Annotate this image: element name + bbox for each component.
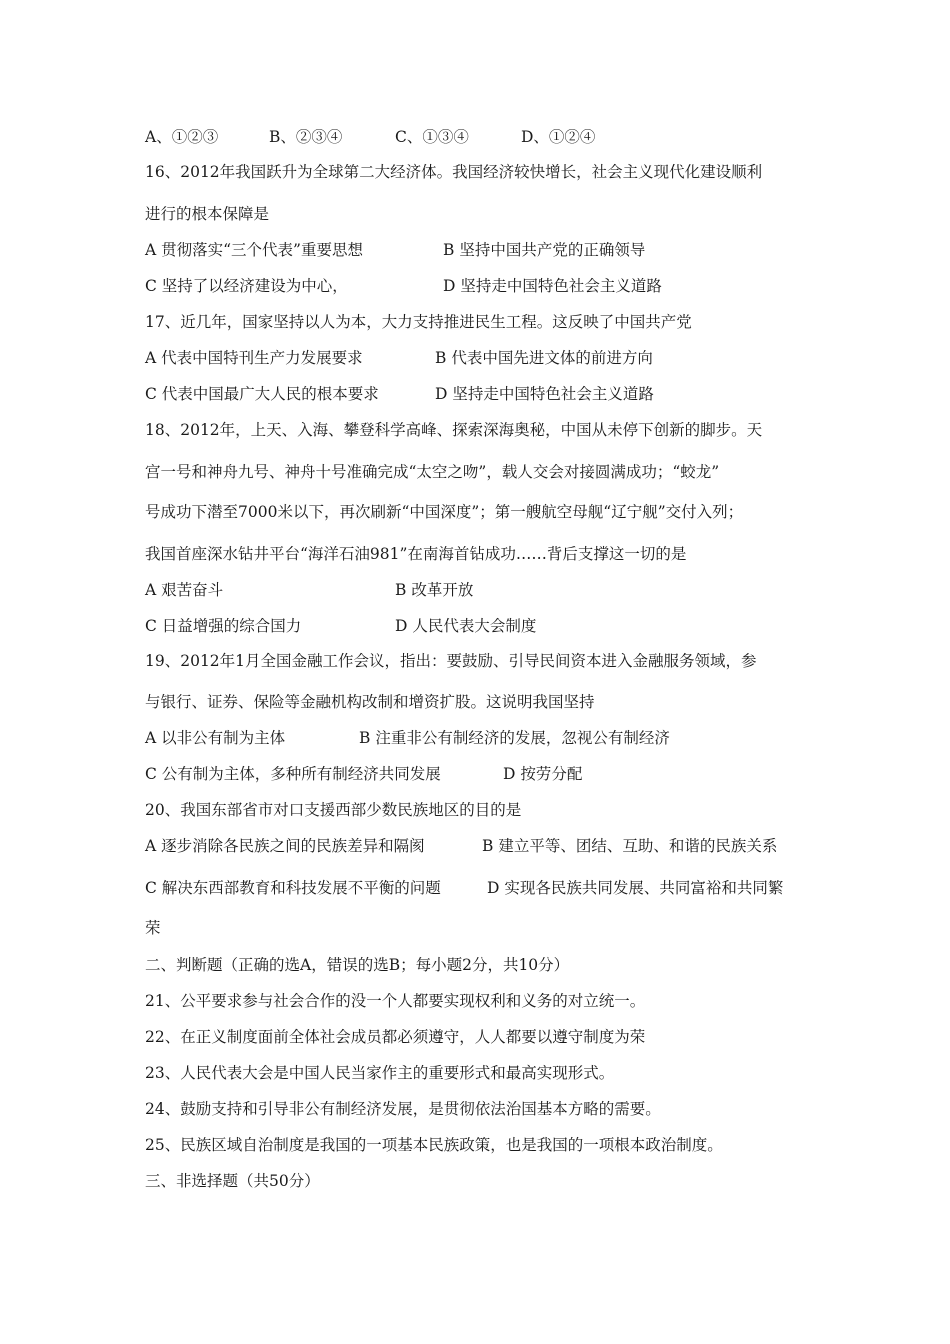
q16-option-b: B 坚持中国共产党的正确领导 <box>443 241 646 259</box>
q18-option-a: A 艰苦奋斗 <box>145 581 224 599</box>
q16-option-d: D 坚持走中国特色社会主义道路 <box>443 277 662 295</box>
q16-stem-line1: 16、2012年我国跃升为全球第二大经济体。我国经济较快增长，社会主义现代化建设顺利 <box>145 163 763 181</box>
q20-options-ab <box>145 836 845 856</box>
q15-options <box>145 127 845 147</box>
q17-option-b: B 代表中国先进文体的前进方向 <box>435 349 653 367</box>
q19-option-c: C 公有制为主体，多种所有制经济共同发展 <box>145 765 441 783</box>
q24: 24、鼓励支持和引导非公有制经济发展，是贯彻依法治国基本方略的需要。 <box>145 1100 661 1118</box>
q19-stem-line2: 与银行、证券、保险等金融机构改制和增资扩股。这说明我国坚持 <box>145 693 595 711</box>
q17-options-ab <box>145 348 845 368</box>
q17-stem: 17、近几年，国家坚持以人为本，大力支持推进民生工程。这反映了中国共产党 <box>145 313 692 331</box>
q16-options-cd <box>145 276 845 296</box>
q20-option-c: C 解决东西部教育和科技发展不平衡的问题 <box>145 879 441 897</box>
q18-stem-line1: 18、2012年，上天、入海、攀登科学高峰、探索深海奥秘，中国从未停下创新的脚步。天 <box>145 421 763 439</box>
q20-option-b: B 建立平等、团结、互助、和谐的民族关系 <box>482 837 778 855</box>
section2-heading: 二、判断题（正确的选A，错误的选B；每小题2分，共10分） <box>145 956 570 974</box>
q20-options-cd <box>145 878 845 898</box>
q18-option-b: B 改革开放 <box>395 581 474 599</box>
q16-option-a: A 贯彻落实“三个代表”重要思想 <box>145 241 363 259</box>
q15-option-d: D、①②④ <box>521 128 596 146</box>
q18-stem-line3: 号成功下潜至7000米以下，再次刷新“中国深度”；第一艘航空母舰“辽宁舰”交付入列； <box>145 503 744 521</box>
q18-stem-line2: 宫一号和神舟九号、神舟十号准确完成“太空之吻”，载人交会对接圆满成功；“蛟龙” <box>145 463 720 481</box>
q19-option-d: D 按劳分配 <box>503 765 583 783</box>
q15-option-c: C、①③④ <box>395 128 469 146</box>
q19-options-cd <box>145 764 845 784</box>
q23: 23、人民代表大会是中国人民当家作主的重要形式和最高实现形式。 <box>145 1064 615 1082</box>
q19-option-b: B 注重非公有制经济的发展，忽视公有制经济 <box>359 729 670 747</box>
q16-option-c: C 坚持了以经济建设为中心， <box>145 277 348 295</box>
q19-options-ab <box>145 728 845 748</box>
q22: 22、在正义制度面前全体社会成员都必须遵守，人人都要以遵守制度为荣 <box>145 1028 646 1046</box>
q17-option-a: A 代表中国特刊生产力发展要求 <box>145 349 363 367</box>
q16-stem-line2: 进行的根本保障是 <box>145 205 270 223</box>
q18-option-c: C 日益增强的综合国力 <box>145 617 302 635</box>
q18-option-d: D 人民代表大会制度 <box>395 617 537 635</box>
q18-stem-line4: 我国首座深水钻井平台“海洋石油981”在南海首钻成功……背后支撑这一切的是 <box>145 545 687 563</box>
q15-option-a: A、①②③ <box>145 128 219 146</box>
q17-option-c: C 代表中国最广大人民的根本要求 <box>145 385 379 403</box>
q15-option-b: B、②③④ <box>269 128 343 146</box>
q20-option-a: A 逐步消除各民族之间的民族差异和隔阂 <box>145 837 425 855</box>
q20-option-d-continuation: 荣 <box>145 919 161 937</box>
q20-stem: 20、我国东部省市对口支援西部少数民族地区的目的是 <box>145 801 522 819</box>
q16-options-ab <box>145 240 845 260</box>
section3-heading: 三、非选择题（共50分） <box>145 1172 320 1190</box>
q19-stem-line1: 19、2012年1月全国金融工作会议，指出：要鼓励、引导民间资本进入金融服务领域，参 <box>145 652 757 670</box>
q17-option-d: D 坚持走中国特色社会主义道路 <box>435 385 654 403</box>
q18-options-cd <box>145 616 845 636</box>
q21: 21、公平要求参与社会合作的没一个人都要实现权利和义务的对立统一。 <box>145 992 646 1010</box>
q19-option-a: A 以非公有制为主体 <box>145 729 286 747</box>
q18-options-ab <box>145 580 845 600</box>
q20-option-d: D 实现各民族共同发展、共同富裕和共同繁 <box>487 879 784 897</box>
q25: 25、民族区域自治制度是我国的一项基本民族政策，也是我国的一项根本政治制度。 <box>145 1136 723 1154</box>
q17-options-cd <box>145 384 845 404</box>
